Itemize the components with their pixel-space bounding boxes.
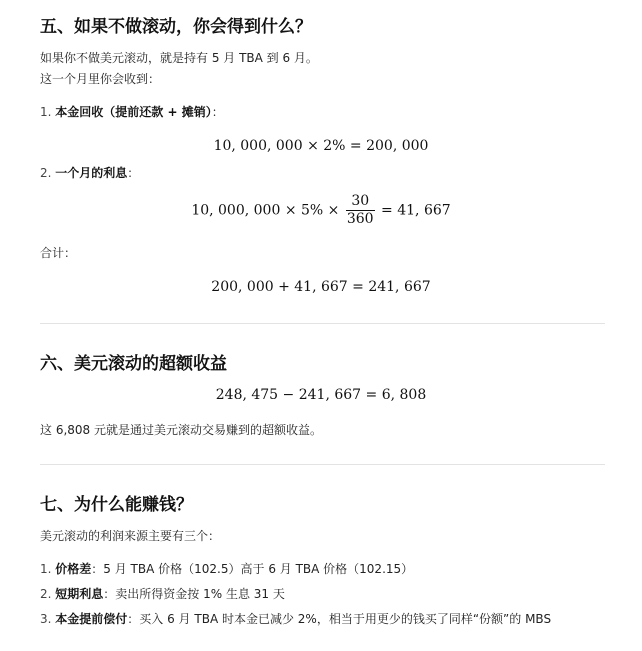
section-5-intro-line-1: 如果你不做美元滚动，就是持有 5 月 TBA 到 6 月。 [40, 51, 318, 65]
equation-right: = 41, 667 [381, 202, 451, 219]
fraction-denominator: 360 [346, 211, 374, 227]
list-item-colon: ： [211, 105, 224, 119]
list-item-text: ：5 月 TBA 价格（102.5）高于 6 月 TBA 价格（102.15） [91, 562, 414, 576]
list-item-monthly-interest [40, 165, 139, 181]
list-item-label: 一个月的利息 [55, 166, 128, 180]
equation-principal: 10, 000, 000 × 2% = 200, 000 [213, 138, 429, 154]
equation-interest [0, 193, 642, 228]
list-item-colon: ： [127, 166, 140, 180]
section-divider [40, 323, 605, 324]
list-item-principal-prepayment [40, 611, 551, 627]
equation-total: 200, 000 + 41, 667 = 241, 667 [211, 279, 431, 295]
list-item-label: 价格差 [55, 562, 92, 576]
list-number: 1. [40, 562, 52, 576]
equation-left: 10, 000, 000 × 5% × [191, 202, 340, 219]
section-7-intro: 美元滚动的利润来源主要有三个： [40, 529, 221, 543]
list-item-short-term-interest [40, 586, 285, 602]
list-item-text: ：买入 6 月 TBA 时本金已减少 2%，相当于用更少的钱买了同样“份额”的 MBS [127, 612, 552, 626]
equation-excess-return: 248, 475 − 241, 667 = 6, 808 [215, 387, 427, 403]
fraction-numerator: 30 [346, 193, 375, 211]
list-item-label: 短期利息 [55, 587, 104, 601]
list-item-label: 本金提前偿付 [55, 612, 128, 626]
fraction [346, 193, 375, 228]
section-7-heading: 七、为什么能赚钱？ [40, 495, 193, 515]
total-label: 合计： [40, 246, 77, 260]
list-item-label: 本金回收（提前还款 + 摊销） [55, 105, 212, 119]
section-6-note: 这 6,808 元就是通过美元滚动交易赚到的超额收益。 [40, 423, 322, 437]
section-divider [40, 464, 605, 465]
list-number: 2. [40, 166, 52, 180]
list-number: 2. [40, 587, 52, 601]
list-item-price-difference [40, 561, 413, 577]
list-number: 3. [40, 612, 52, 626]
section-5-heading: 五、如果不做滚动，你会得到什么？ [40, 17, 312, 37]
list-item-principal-recovery [40, 104, 224, 120]
section-5-intro-line-2: 这一个月里你会收到： [40, 72, 161, 86]
list-item-text: ：卖出所得资金按 1% 生息 31 天 [103, 587, 285, 601]
section-6-heading: 六、美元滚动的超额收益 [40, 354, 227, 374]
list-number: 1. [40, 105, 52, 119]
